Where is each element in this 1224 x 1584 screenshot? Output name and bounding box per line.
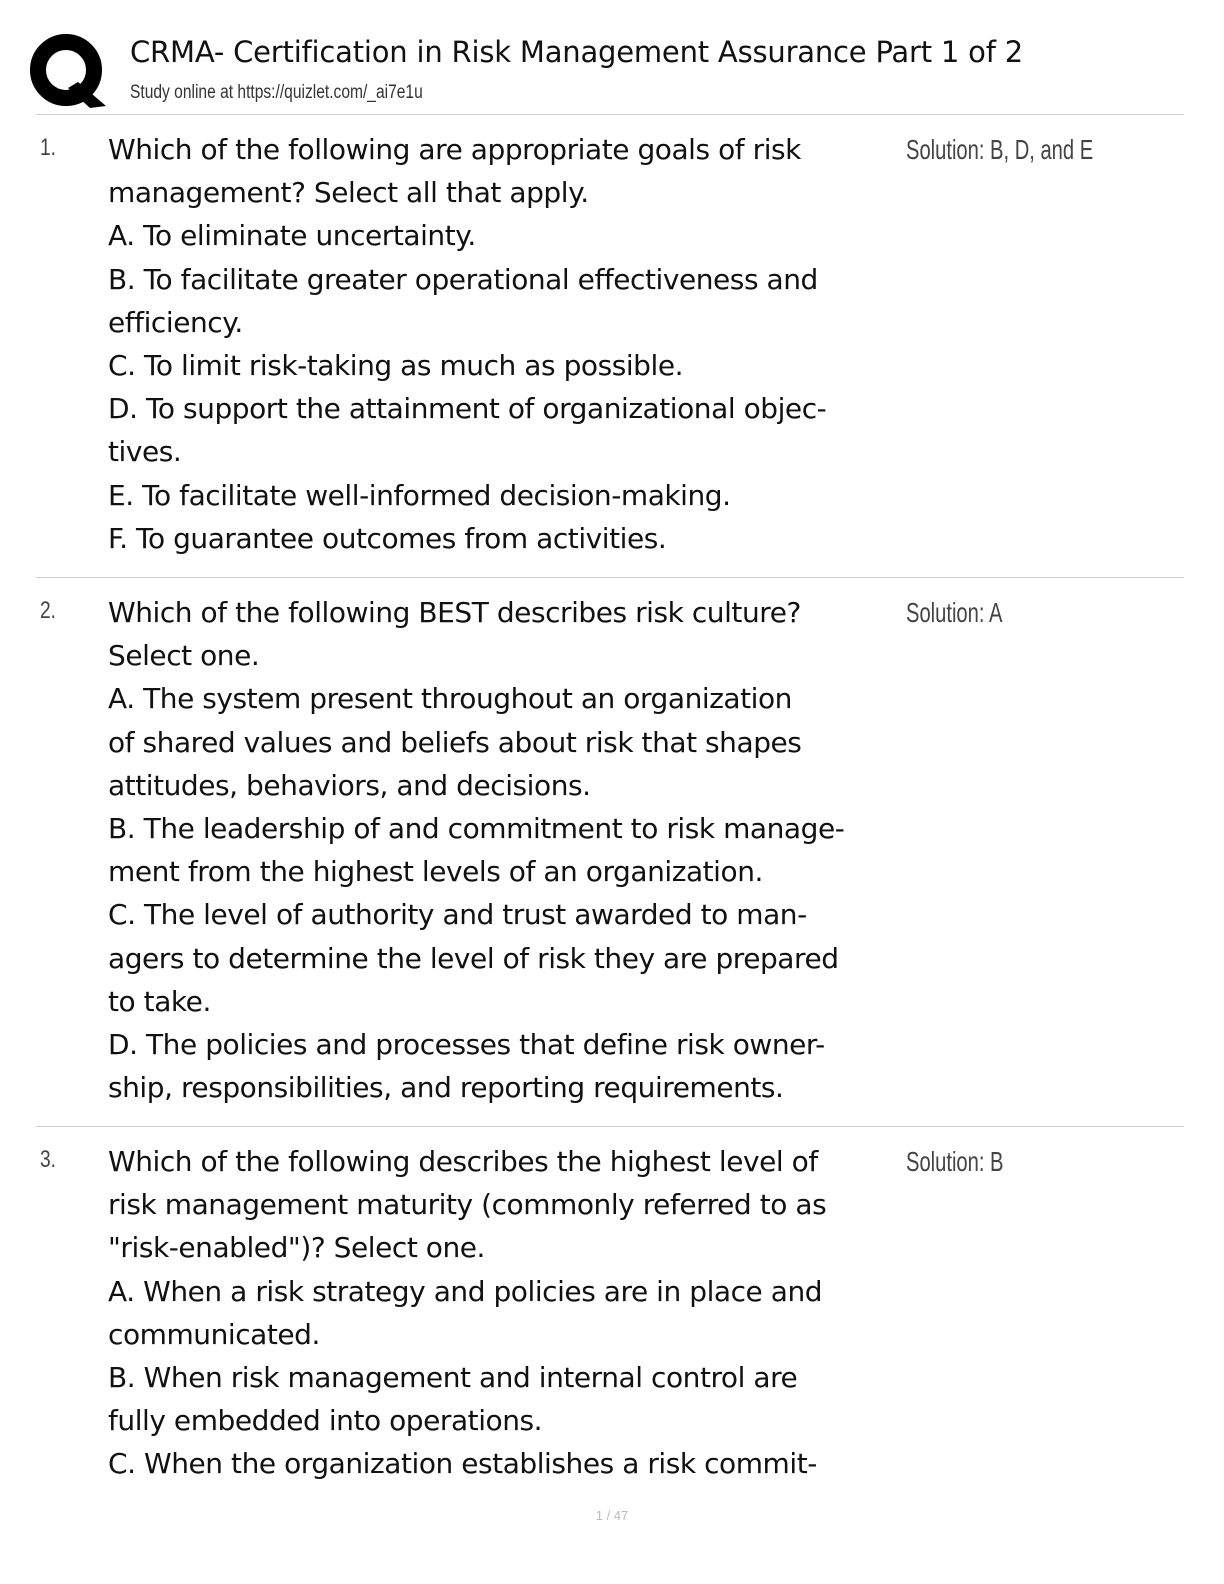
answer-option: agers to determine the level of risk they are prepared	[108, 941, 839, 975]
solution-text: Solution: B, D, and E	[906, 134, 1094, 165]
solution-text: Solution: A	[906, 597, 1003, 628]
question-text	[108, 591, 908, 1109]
question-line: management? Select all that apply.	[108, 176, 589, 210]
answer-option: B. To facilitate greater operational effectiveness and	[108, 262, 818, 296]
page-header	[0, 0, 1224, 116]
answer-option: ment from the highest levels of an organization.	[108, 855, 763, 889]
answer-option: D. To support the attainment of organizational objec-	[108, 392, 827, 426]
answer-option: C. When the organization establishes a risk commit-	[108, 1447, 817, 1481]
question-divider	[36, 577, 1184, 578]
question-line: "risk-enabled")? Select one.	[108, 1231, 486, 1265]
header-divider	[36, 114, 1184, 115]
answer-option: ship, responsibilities, and reporting requirements.	[108, 1071, 784, 1105]
question-text	[108, 128, 908, 560]
answer-option: F. To guarantee outcomes from activities.	[108, 521, 667, 555]
page-number: 1 / 47	[595, 1508, 629, 1523]
question-line: Select one.	[108, 639, 260, 673]
question-text	[108, 1140, 908, 1486]
answer-option: communicated.	[108, 1317, 320, 1351]
answer-option: D. The policies and processes that define risk owner-	[108, 1028, 825, 1062]
answer-option: A. When a risk strategy and policies are in place and	[108, 1274, 823, 1308]
question-line: Which of the following BEST describes risk culture?	[108, 596, 801, 629]
answer-option: C. To limit risk-taking as much as possible.	[108, 349, 684, 383]
answer-option: attitudes, behaviors, and decisions.	[108, 768, 591, 802]
answer-option: fully embedded into operations.	[108, 1404, 543, 1438]
question-line: Which of the following describes the highest level of	[108, 1145, 818, 1178]
question-number: 1.	[40, 134, 57, 161]
answer-option: efficiency.	[108, 305, 243, 339]
document-title: CRMA- Certification in Risk Management Assurance Part 1 of 2	[130, 35, 1024, 69]
question-number: 2.	[40, 597, 57, 624]
answer-option: tives.	[108, 435, 182, 469]
solution-text: Solution: B	[906, 1146, 1004, 1177]
answer-option: E. To facilitate well-informed decision-making.	[108, 478, 731, 512]
answer-option: A. To eliminate uncertainty.	[108, 219, 476, 253]
answer-option: C. The level of authority and trust awarded to man-	[108, 898, 807, 932]
answer-option: B. When risk management and internal control are	[108, 1361, 798, 1395]
question-number: 3.	[40, 1146, 57, 1173]
question-line: risk management maturity (commonly referred to as	[108, 1188, 827, 1222]
question-line: Which of the following are appropriate goals of risk	[108, 133, 801, 166]
answer-option: to take.	[108, 984, 211, 1018]
answer-option: B. The leadership of and commitment to risk manage-	[108, 812, 845, 846]
quizlet-logo-icon	[28, 30, 108, 110]
answer-option: of shared values and beliefs about risk that shapes	[108, 725, 802, 759]
answer-option: A. The system present throughout an organization	[108, 682, 792, 716]
question-divider	[36, 1126, 1184, 1127]
study-online-link[interactable]: Study online at https://quizlet.com/_ai7e1u	[130, 82, 423, 103]
